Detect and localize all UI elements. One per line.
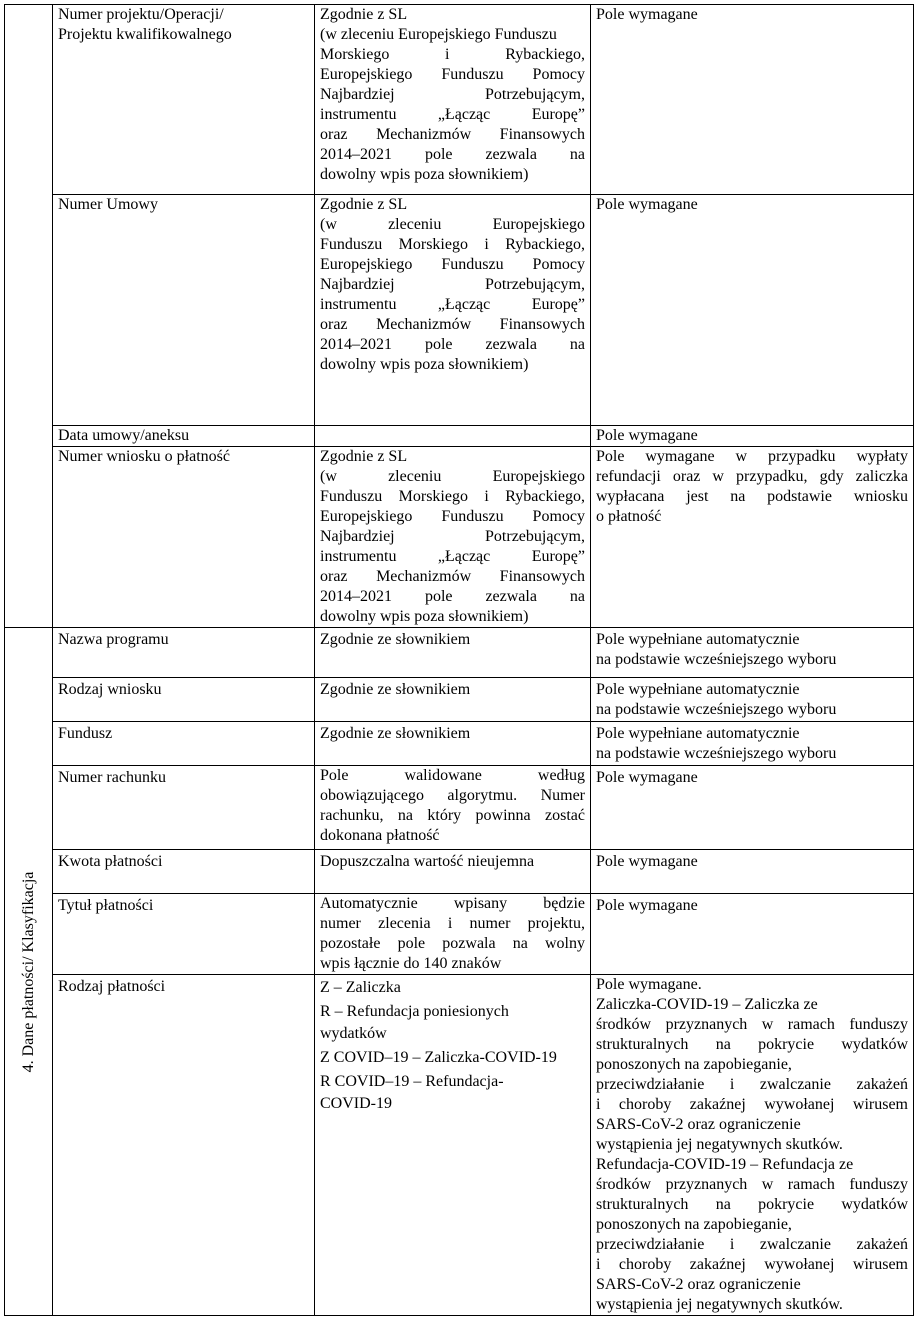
description-cell: Zgodnie ze słownikiem <box>315 678 591 722</box>
text-line: (w zleceniu Europejskiego <box>320 468 585 485</box>
text-line: oraz Mechanizmów Finansowych <box>320 126 585 143</box>
field-label: Rodzaj wniosku <box>53 678 315 722</box>
text-line: SARS-CoV-2 oraz ograniczenie <box>596 1276 801 1293</box>
table-row <box>5 5 914 195</box>
text-line: Najbardziej Potrzebującym, <box>320 528 585 545</box>
option-item: R COVID–19 – Refundacja- COVID-19 <box>320 1073 504 1112</box>
text-line: oraz Mechanizmów Finansowych <box>320 316 585 333</box>
section-title: 4. Dane płatności/ Klasyfikacja <box>19 871 37 1072</box>
field-label: Numer projektu/Operacji/ Projektu kwalifikowalnego <box>53 5 315 195</box>
text-line: Najbardziej Potrzebującym, <box>320 276 585 293</box>
text-line: przeciwdziałanie i zwalczanie zakażeń <box>596 1076 908 1093</box>
field-label: Numer rachunku <box>53 766 315 850</box>
note-cell: Pole wypełniane automatycznie na podstawie wcześniejszego wyboru <box>591 628 914 678</box>
field-label: Data umowy/aneksu <box>53 426 315 447</box>
text-line: numer zlecenia i numer projektu, <box>320 915 585 932</box>
description-cell: Dopuszczalna wartość nieujemna <box>315 850 591 894</box>
description-cell: Zgodnie ze słownikiem <box>315 722 591 766</box>
text-line: rachunku, na który powinna zostać <box>320 807 585 824</box>
text-line: instrumentu „Łącząc Europę” <box>320 296 585 313</box>
text-line: obowiązującego algorytmu. Numer <box>320 787 585 804</box>
field-label: Numer wniosku o płatność <box>53 447 315 628</box>
text-line: Funduszu Morskiego i Rybackiego, <box>320 488 585 505</box>
note-cell: Pole wymagane <box>591 766 914 850</box>
text-line: (w zleceniu Europejskiego <box>320 216 585 233</box>
description-cell <box>315 766 591 850</box>
description-cell <box>315 5 591 195</box>
text-line: Pole walidowane według <box>320 767 585 784</box>
table-row <box>5 678 914 722</box>
table-row <box>5 766 914 850</box>
table-row <box>5 850 914 894</box>
text-line: 2014–2021 pole zezwala na <box>320 588 585 605</box>
option-item: R – Refundacja poniesionych wydatków <box>320 1003 509 1042</box>
text-line: SARS-CoV-2 oraz ograniczenie <box>596 1116 801 1133</box>
description-cell <box>591 447 914 628</box>
note-cell: Pole wymagane <box>591 850 914 894</box>
field-label: Tytuł płatności <box>53 894 315 975</box>
text-line: o płatność <box>596 508 662 525</box>
table-row <box>5 894 914 975</box>
table-row <box>5 195 914 426</box>
text-line: Zgodnie z SL <box>320 448 408 465</box>
text-line: i choroby zakaźnej wywołanej wirusem <box>596 1256 908 1273</box>
text-line: środków przyznanych w ramach funduszy <box>596 1176 908 1193</box>
description-cell: Zgodnie ze słownikiem <box>315 628 591 678</box>
note-cell: Pole wypełniane automatycznie na podstawie wcześniejszego wyboru <box>591 722 914 766</box>
note-cell: Pole wymagane <box>591 426 914 447</box>
text-line: Morskiego i Rybackiego, <box>320 46 585 63</box>
text-line: wystąpienia jej negatywnych skutków. <box>596 1296 843 1313</box>
text-line: dowolny wpis poza słownikiem) <box>320 356 529 373</box>
field-label: Kwota płatności <box>53 850 315 894</box>
section-header <box>5 628 53 1316</box>
description-cell <box>315 426 591 447</box>
text-line: Europejskiego Funduszu Pomocy <box>320 508 585 525</box>
text-line: przeciwdziałanie i zwalczanie zakażeń <box>596 1236 908 1253</box>
text-line: Pole wymagane. <box>596 976 702 993</box>
text-line: dokonana płatność <box>320 827 440 844</box>
field-label: Numer Umowy <box>53 195 315 426</box>
text-line: instrumentu „Łącząc Europę” <box>320 548 585 565</box>
text-line: oraz Mechanizmów Finansowych <box>320 568 585 585</box>
description-cell <box>315 894 591 975</box>
text-line: ponoszonych na zapobieganie, <box>596 1216 792 1233</box>
note-cell: Pole wypełniane automatycznie na podstawie wcześniejszego wyboru <box>591 678 914 722</box>
text-line: dowolny wpis poza słownikiem) <box>320 166 529 183</box>
text-line: 2014–2021 pole zezwala na <box>320 336 585 353</box>
description-cell <box>591 975 914 1316</box>
text-line: środków przyznanych w ramach funduszy <box>596 1016 908 1033</box>
field-label: Nazwa programu <box>53 628 315 678</box>
table-row <box>5 628 914 678</box>
text-line: strukturalnych na pokrycie wydatków <box>596 1036 908 1053</box>
field-label: Rodzaj płatności <box>53 975 315 1316</box>
note-cell: Pole wymagane <box>591 894 914 975</box>
text-line: Pole wymagane w przypadku wypłaty <box>596 448 908 465</box>
text-line: 2014–2021 pole zezwala na <box>320 146 585 163</box>
description-cell <box>315 195 591 426</box>
options-cell <box>315 975 591 1316</box>
text-line: Najbardziej Potrzebującym, <box>320 86 585 103</box>
text-line: (w zleceniu Europejskiego Funduszu <box>320 26 557 43</box>
text-line: strukturalnych na pokrycie wydatków <box>596 1196 908 1213</box>
text-line: Funduszu Morskiego i Rybackiego, <box>320 236 585 253</box>
table-row <box>5 426 914 447</box>
text-line: dowolny wpis poza słownikiem) <box>320 608 529 625</box>
text-line: wypłacana jest na podstawie wniosku <box>596 488 908 505</box>
text-line: i choroby zakaźnej wywołanej wirusem <box>596 1096 908 1113</box>
text-line: Automatycznie wpisany będzie <box>320 895 585 912</box>
document-table <box>4 4 914 1316</box>
text-line: Zgodnie z SL <box>320 196 408 213</box>
text-line: refundacji oraz w przypadku, gdy zaliczka <box>596 468 908 485</box>
text-line: ponoszonych na zapobieganie, <box>596 1056 792 1073</box>
table-row <box>5 975 914 1316</box>
text-line: Europejskiego Funduszu Pomocy <box>320 66 585 83</box>
table-row <box>5 447 914 628</box>
text-line: wpis łącznie do 140 znaków <box>320 955 502 972</box>
text-line: pozostałe pole pozwala na wolny <box>320 935 585 952</box>
text-line: Zaliczka-COVID-19 – Zaliczka ze <box>596 996 818 1013</box>
option-item: Z COVID–19 – Zaliczka-COVID-19 <box>320 1049 557 1066</box>
text-line: Europejskiego Funduszu Pomocy <box>320 256 585 273</box>
option-item: Z – Zaliczka <box>320 979 401 996</box>
note-cell: Pole wymagane <box>591 195 914 426</box>
text-line: Zgodnie z SL <box>320 6 408 23</box>
text-line: instrumentu „Łącząc Europę” <box>320 106 585 123</box>
note-cell: Pole wymagane <box>591 5 914 195</box>
section-cell-empty <box>5 5 53 628</box>
description-cell <box>315 447 591 628</box>
text-line: Refundacja-COVID-19 – Refundacja ze <box>596 1156 854 1173</box>
table-row <box>5 722 914 766</box>
field-label: Fundusz <box>53 722 315 766</box>
text-line: wystąpienia jej negatywnych skutków. <box>596 1136 843 1153</box>
